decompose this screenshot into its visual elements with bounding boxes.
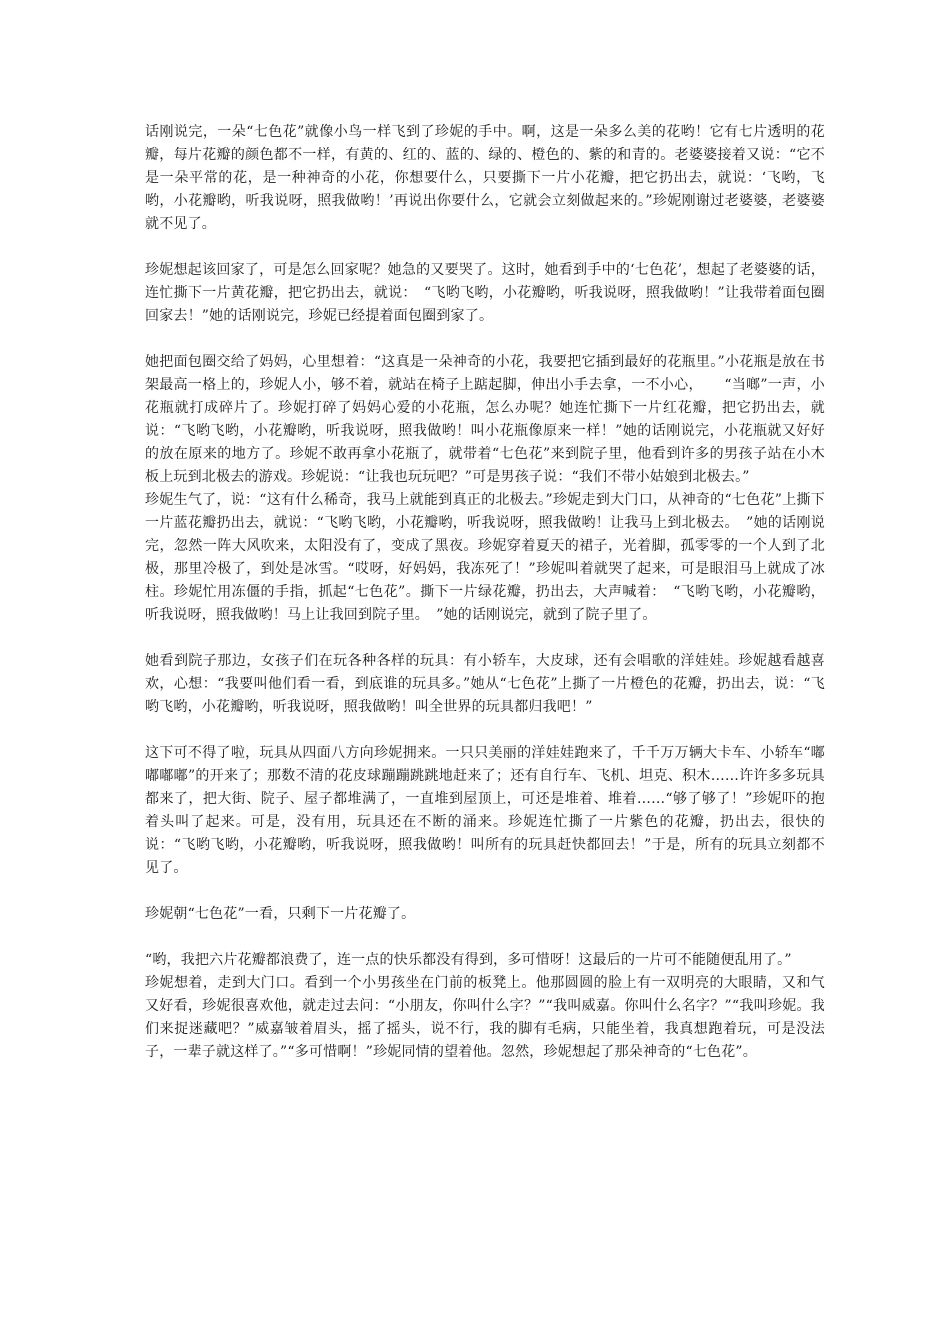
paragraph-red-petal: 她把面包圈交给了妈妈，心里想着：“这真是一朵神奇的小花，我要把它插到最好的花瓶里。”小花瓶是放在书架最高一格上的，珍妮人小，够不着，就站在椅子上踮起脚，伸出小手去拿，一不小心， “当啷”一声，小花瓶就打成碎片了。珍妮打碎了妈妈心爱的小花瓶，怎么办呢？她连忙撕下一片红花瓣，把它扔出去，就说：“飞哟飞哟，小花瓣哟，听我说呀，照我做哟！叫小花瓶像原来一样！”她的话刚说完，小花瓶就又好好的放在原来的地方了。珍妮不敢再拿小花瓶了，就带着“七色花”来到院子里，他看到许多的男孩子站在小木板上玩到北极去的游戏。珍妮说：“让我也玩玩吧？”可是男孩子说：“我们不带小姑娘到北极去。” [145, 354, 825, 485]
paragraph-last-petal: 珍妮朝“七色花”一看，只剩下一片花瓣了。 [145, 906, 416, 922]
paragraph-yellow-petal: 珍妮想起该回家了，可是怎么回家呢？她急的又要哭了。这时，她看到手中的‘七色花’，想起了老婆婆的话，连忙撕下一片黄花瓣，把它扔出去，就说： “飞哟飞哟，小花瓣哟，听我说呀，照我做哟！”让我带着面包圈回家去！”她的话刚说完，珍妮已经提着面包圈到家了。 [145, 262, 825, 324]
paragraph-blue-green-petal: 珍妮生气了，说：“这有什么稀奇，我马上就能到真正的北极去。”珍妮走到大门口，从神奇的“七色花”上撕下一片蓝花瓣扔出去，就说：“飞哟飞哟，小花瓣哟，听我说呀，照我做哟！让我马上到北极去。 ”她的话刚说完，忽然一阵大风吹来，太阳没有了，变成了黑夜。珍妮穿着夏天的裙子，光着脚，孤零零的一个人到了北极，那里冷极了，到处是冰雪。“哎呀，好妈妈，我冻死了！”珍妮叫着就哭了起来，可是眼泪马上就成了冰柱。珍妮忙用冻僵的手指，抓起“七色花”。撕下一片绿花瓣，扔出去，大声喊着： “飞哟飞哟，小花瓣哟，听我说呀，照我做哟！马上让我回到院子里。 ”她的话刚说完，就到了院子里了。 [145, 492, 825, 623]
paragraph-magic-flower: 话刚说完，一朵“七色花”就像小鸟一样飞到了珍妮的手中。啊，这是一朵多么美的花哟！它有七片透明的花瓣，每片花瓣的颜色都不一样，有黄的、红的、蓝的、绿的、橙色的、紫的和青的。老婆婆接着又说：“它不是一朵平常的花，是一种神奇的小花，你想要什么，只要撕下一片小花瓣，把它扔出去，就说：‘飞哟，飞哟，小花瓣哟，听我说呀，照我做哟！’再说出你要什么，它就会立刻做起来的。”珍妮刚谢过老婆婆，老婆婆就不见了。 [145, 124, 825, 232]
paragraph-purple-petal: 这下可不得了啦，玩具从四面八方向珍妮拥来。一只只美丽的洋娃娃跑来了，千千万万辆大卡车、小轿车“嘟嘟嘟嘟”的开来了；那数不清的花皮球蹦蹦跳跳地赶来了；还有自行车、飞机、坦克、积木……许许多多玩具都来了，把大街、院子、屋子都堆满了，一直堆到屋顶上，可还是堆着、堆着……“够了够了！”珍妮吓的抱着头叫了起来。可是，没有用，玩具还在不断的涌来。珍妮连忙撕了一片紫色的花瓣，扔出去，很快的说：“飞哟飞哟，小花瓣哟，听我说呀，照我做哟！叫所有的玩具赶快都回去！”于是，所有的玩具立刻都不见了。 [145, 745, 825, 876]
paragraph-wasted-petals: “哟，我把六片花瓣都浪费了，连一点的快乐都没有得到，多可惜呀！这最后的一片可不能随便乱用了。” [145, 952, 792, 968]
paragraph-orange-petal: 她看到院子那边，女孩子们在玩各种各样的玩具：有小轿车，大皮球，还有会唱歌的洋娃娃。珍妮越看越喜欢，心想：“我要叫他们看一看，到底谁的玩具多。”她从“七色花”上撕了一片橙色的花瓣，扔出去，说：“飞哟飞哟，小花瓣哟，听我说呀，照我做哟！叫全世界的玩具都归我吧！” [145, 653, 825, 715]
story-text-body [145, 121, 825, 1064]
paragraph-meets-vitya: 珍妮想着，走到大门口。看到一个小男孩坐在门前的板凳上。他那圆圆的脸上有一双明亮的大眼睛，又和气又好看，珍妮很喜欢他，就走过去问：“小朋友，你叫什么字？”“我叫威嘉。你叫什么名字？”“我叫珍妮。我们来捉迷藏吧？”威嘉皱着眉头，摇了摇头，说不行，我的脚有毛病，只能坐着，我真想跑着玩，可是没法子，一辈子就这样了。”“多可惜啊！”珍妮同情的望着他。忽然，珍妮想起了那朵神奇的“七色花”。 [145, 975, 825, 1060]
